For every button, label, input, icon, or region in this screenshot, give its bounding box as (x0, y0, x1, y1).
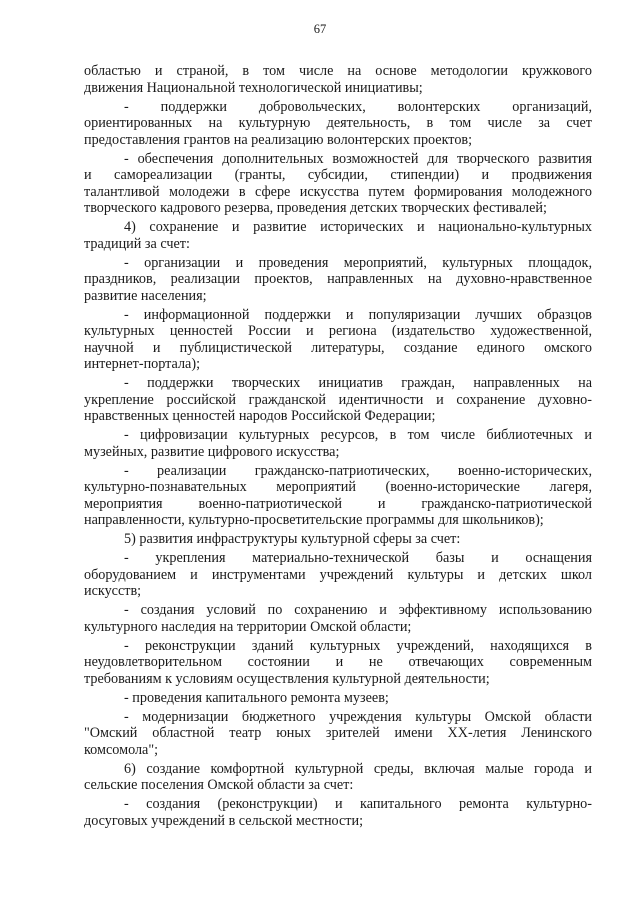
text-line: - реализации гражданско-патриотических, военно-исторических, (124, 462, 592, 479)
text-line: требованиям к условиям осуществления культурной деятельности; (84, 670, 490, 687)
paragraph (84, 602, 592, 635)
text-line: 5) развития инфраструктуры культурной сферы за счет: (124, 531, 461, 547)
paragraph (84, 219, 592, 252)
text-line: 4) сохранение и развитие исторических и национально-культурных (124, 219, 592, 235)
paragraph (84, 638, 592, 688)
text-line: - обеспечения дополнительных возможностей для творческого развития (124, 150, 592, 167)
paragraph (84, 796, 592, 829)
paragraph (84, 761, 592, 794)
text-line: музейных, развитие цифрового искусства; (84, 443, 340, 460)
text-line: 6) создание комфортной культурной среды, включая малые города и (124, 760, 592, 777)
text-line: - организации и проведения мероприятий, культурных площадок, (124, 254, 592, 271)
text-line: движения Национальной технологической инициативы; (84, 79, 423, 96)
text-line: культурно-познавательных мероприятий (военно-исторические лагеря, (84, 479, 592, 495)
paragraph (84, 463, 592, 529)
paragraph (84, 255, 592, 305)
text-line: искусств; (84, 583, 142, 599)
paragraph (84, 531, 592, 548)
text-line: - поддержки творческих инициатив граждан, направленных на (124, 375, 592, 391)
text-line: неудовлетворительном состоянии и не отвечающих современным (84, 654, 592, 670)
paragraph (84, 690, 592, 707)
text-line: комсомола"; (84, 741, 159, 758)
text-line: - поддержки добровольческих, волонтерских организаций, (124, 98, 592, 115)
text-line: досуговых учреждений в сельской местности; (84, 812, 364, 829)
paragraph (84, 427, 592, 460)
text-line: творческого кадрового резерва, проведения детских творческих фестивалей; (84, 200, 547, 216)
text-line: и самореализации (гранты, субсидии, стипендии) и продвижения (84, 167, 592, 183)
text-line: - реконструкции зданий культурных учреждений, находящихся в (124, 637, 592, 654)
text-line: - модернизации бюджетного учреждения культуры Омской области (124, 708, 592, 725)
text-line: - создания условий по сохранению и эффективному использованию (124, 602, 592, 618)
text-line: - информационной поддержки и популяризации лучших образцов (124, 306, 592, 323)
text-line: традиций за счет: (84, 235, 190, 252)
text-line: научной и публицистической литературы, создание единого омского (84, 339, 592, 356)
text-line: развитие населения; (84, 287, 207, 304)
paragraph (84, 307, 592, 373)
text-line: - цифровизации культурных ресурсов, в том числе библиотечных и (124, 427, 592, 443)
page-number: 67 (313, 22, 327, 36)
text-line: талантливой молодежи в сфере искусства путем формирования молодежного (84, 183, 592, 200)
text-line: праздников, реализации проектов, направленных на духовно-нравственное (84, 271, 592, 287)
text-line: нравственных ценностей народов Российской Федерации; (84, 408, 436, 424)
text-line: - создания (реконструкции) и капитального ремонта культурно- (124, 796, 592, 812)
text-line: предоставления грантов на реализацию волонтерских проектов; (84, 131, 473, 148)
text-line: "Омский областной театр юных зрителей имени XX-летия Ленинского (84, 725, 592, 741)
paragraph (84, 99, 592, 149)
body-text (84, 63, 592, 829)
paragraph (84, 375, 592, 425)
text-line: - укрепления материально-технической базы и оснащения (124, 550, 592, 566)
text-line: ориентированных на культурную деятельность, в том числе за счет (84, 115, 592, 131)
text-line: культурных ценностей России и региона (издательство художественной, (84, 323, 592, 339)
text-line: оборудованием и инструментами учреждений культуры и детских школ (84, 566, 592, 583)
text-line: - проведения капитального ремонта музеев; (124, 689, 389, 706)
text-line: интернет-портала); (84, 356, 201, 372)
paragraph (84, 709, 592, 759)
paragraph (84, 550, 592, 600)
paragraph (84, 63, 592, 96)
text-line: направленности, культурно-просветительские программы для школьников); (84, 512, 544, 528)
text-line: областью и страной, в том числе на основе методологии кружкового (84, 63, 592, 79)
text-line: мероприятия военно-патриотической и гражданско-патриотической (84, 495, 592, 512)
text-line: укрепление российской гражданской идентичности и сохранение духовно- (84, 391, 592, 408)
paragraph (84, 151, 592, 217)
text-line: культурного наследия на территории Омской области; (84, 618, 412, 635)
text-line: сельские поселения Омской области за счет: (84, 777, 354, 793)
